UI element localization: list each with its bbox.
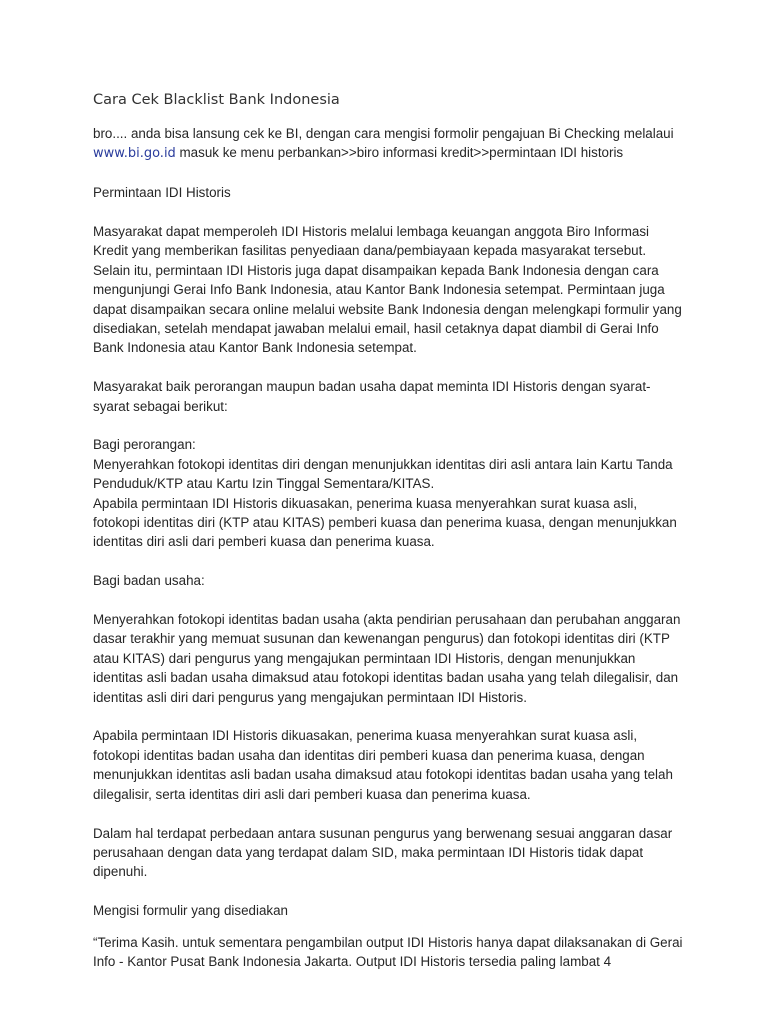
badan-usaha-requirement-2: Apabila permintaan IDI Historis dikuasakan, penerima kuasa menyerahkan surat kuasa asli, fotokopi identitas badan usaha dan identitas diri pemberi kuasa dan penerima kuasa, dengan menunjukkan identitas asli badan usaha dimaksud atau fotokopi identitas badan usaha yang telah dilegalisir, serta identitas diri asli dari pemberi kuasa dan penerima kuasa. (93, 728, 673, 802)
perorangan-heading: Bagi perorangan: (93, 437, 196, 453)
perorangan-requirement-1: Menyerahkan fotokopi identitas diri dengan menunjukkan identitas diri asli antara lain Kartu Tanda Penduduk/KTP atau Kartu Izin Tinggal Sementara/KITAS. (93, 456, 673, 492)
paragraph-syarat: Masyarakat baik perorangan maupun badan usaha dapat meminta IDI Historis dengan syarat-syarat sebagai berikut: (93, 379, 651, 414)
formulir-heading: Mengisi formulir yang disediakan (93, 903, 289, 919)
intro-text-before-link: bro.... anda bisa lansung cek ke BI, dengan cara mengisi formolir pengajuan Bi Checking melalaui (93, 126, 674, 141)
section-heading-permintaan: Permintaan IDI Historis (93, 185, 231, 201)
badan-usaha-heading: Bagi badan usaha: (93, 573, 205, 589)
perorangan-block (93, 435, 683, 551)
perorangan-requirement-2: Apabila permintaan IDI Historis dikuasakan, penerima kuasa menyerahkan surat kuasa asli, fotokopi identitas diri (KTP atau KITAS) pemberi kuasa dan penerima kuasa, dengan menunjukkan identitas diri asli dari pemberi kuasa dan penerima kuasa. (93, 495, 677, 550)
document-page (93, 88, 683, 991)
bi-website-link[interactable]: www.bi.go.id (93, 146, 176, 162)
badan-usaha-note: Dalam hal terdapat perbedaan antara susunan pengurus yang berwenang sesuai anggaran dasar perusahaan dengan data yang terdapat dalam SID, maka permintaan IDI Historis tidak dapat dipenuhi. (93, 825, 673, 880)
intro-paragraph (93, 124, 683, 164)
formulir-quote: “Terima Kasih. untuk sementara pengambilan output IDI Historis hanya dapat dilaksanakan di Gerai Info - Kantor Pusat Bank Indonesia Jakarta. Output IDI Historis tersedia paling lambat 4 (93, 934, 683, 969)
document-title: Cara Cek Blacklist Bank Indonesia (93, 92, 340, 108)
badan-usaha-requirement-1: Menyerahkan fotokopi identitas badan usaha (akta pendirian perusahaan dan perubahan anggaran dasar terakhir yang memuat susunan dan kewenangan pengurus) dan fotokopi identitas diri (KTP atau KITAS) dari pengurus yang mengajukan permintaan IDI Historis, dengan menunjukkan identitas asli badan usaha dimaksud atau fotokopi identitas badan usaha yang telah dilegalisir, dan identitas asli diri dari pengurus yang mengajukan permintaan IDI Historis. (93, 612, 681, 705)
paragraph-memperoleh-idi: Masyarakat dapat memperoleh IDI Historis melalui lembaga keuangan anggota Biro Informasi Kredit yang memberikan fasilitas penyediaan dana/pembiayaan kepada masyarakat tersebut. Selain itu, permintaan IDI Historis juga dapat disampaikan kepada Bank Indonesia dengan cara mengunjungi Gerai Info Bank Indonesia, atau Kantor Bank Indonesia setempat. Permintaan juga dapat disampaikan secara online melalui website Bank Indonesia dengan melengkapi formulir yang disediakan, setelah mendapat jawaban melalui email, hasil cetaknya dapat diambil di Gerai Info Bank Indonesia atau Kantor Bank Indonesia setempat. (93, 224, 682, 356)
intro-text-after-link: masuk ke menu perbankan>>biro informasi kredit>>permintaan IDI historis (175, 145, 624, 161)
